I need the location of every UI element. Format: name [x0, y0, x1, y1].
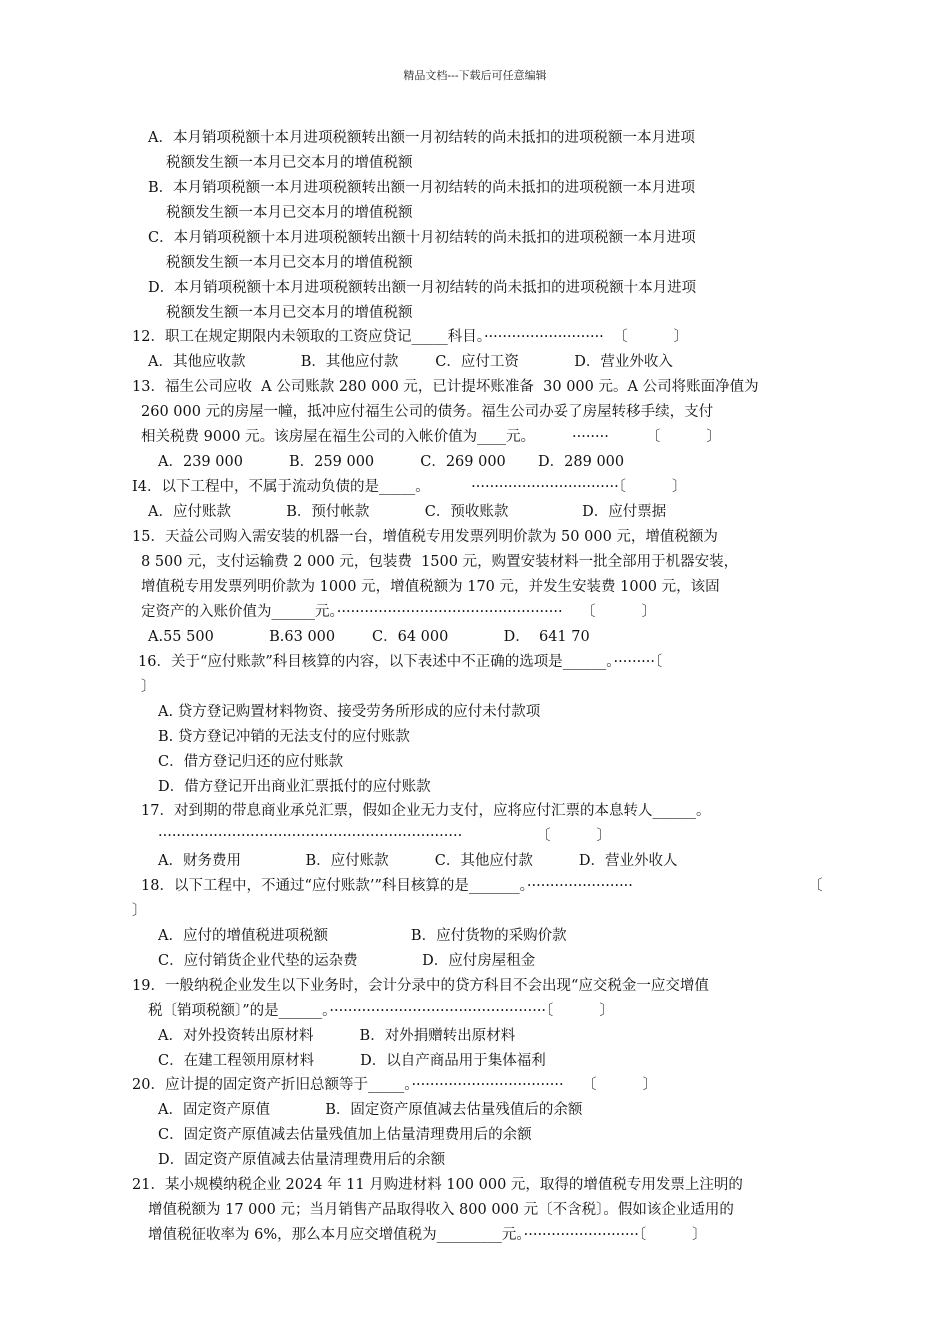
question-15-line-3: 增值税专用发票列明价款为 1000 元，增值税额为 170 元，并发生安装费 1000 元，该固 [141, 579, 720, 595]
question-15-line-2: 8 500 元，支付运输费 2 000 元，包装费 1500 元，购置安装材料一批全部用于机器安装， [141, 554, 739, 570]
question-12-options: A．其他应收款 B．其他应付款 C．应付工资 D．营业外收入 [148, 354, 673, 370]
question-13-line-1: 13．福生公司应收 A 公司账款 280 000 元，已计提坏账准备 30 000 元。A 公司将账面净值为 [132, 379, 759, 395]
question-20-option-d: D．固定资产原值减去估量清理费用后的余额 [158, 1152, 446, 1168]
question-16-bracket: 〕 [141, 679, 156, 695]
question-20-options-ab: A．固定资产原值 B．固定资产原值减去估量残值后的余额 [158, 1102, 583, 1118]
question-13-line-2: 260 000 元的房屋一幢，抵冲应付福生公司的债务。福生公司办妥了房屋转移手续，支付 [141, 404, 714, 420]
question-17-options: A．财务费用 B．应付账款 C．其他应付款 D．营业外收人 [158, 853, 678, 869]
question-16-option-a: A. 贷方登记购置材料物资、接受劳务所形成的应付未付款项 [158, 704, 541, 720]
question-21-line-1: 21．某小规模纳税企业 2024 年 11 月购进材料 100 000 元，取得的增值税专用发票上注明的 [132, 1177, 743, 1193]
question-18-options-ab: A．应付的增值税进项税额 B．应付货物的采购价款 [158, 928, 567, 944]
question-15-line-4: 定资产的入账价值为______元。················································· 〔 〕 [141, 604, 657, 620]
question-13-options: A．239 000 B．259 000 C．269 000 D．289 000 [158, 454, 625, 470]
question-18-bracket-open: 〔 [808, 878, 823, 894]
question-19-options-cd: C．在建工程领用原材料 D．以自产商品用于集体福利 [158, 1053, 546, 1069]
question-21-line-3: 增值税征收率为 6%，那么本月应交增值税为_________元。·························〔 〕 [148, 1227, 707, 1243]
question-13-line-3: 相关税费 9000 元。该房屋在福生公司的入帐价值为____元。 ········ 〔 〕 [141, 429, 721, 445]
page-header: 精品文档---下载后可任意编辑 [403, 69, 547, 82]
option-a-line-2: 税额发生额一本月已交本月的增值税额 [166, 155, 413, 171]
question-18: 18．以下工程中，不通过“应付账款’”科目核算的是_______。······················· [141, 878, 633, 894]
option-b-line-2: 税额发生额一本月已交本月的增值税额 [166, 205, 413, 221]
question-20-option-c: C．固定资产原值减去估量残值加上估量清理费用后的余额 [158, 1127, 532, 1143]
question-19-line-1: 19．一般纳税企业发生以下业务时，会计分录中的贷方科目不会出现“应交税金一应交增值 [132, 978, 709, 994]
question-16-option-d: D．借方登记开出商业汇票抵付的应付账款 [158, 779, 431, 795]
question-14-options: A．应付账款 B．预付帐款 C．预收账款 D．应付票据 [148, 504, 667, 520]
question-16-option-c: C．借方登记归还的应付账款 [158, 754, 344, 770]
option-d-line-2: 税额发生额一本月已交本月的增值税额 [166, 305, 413, 321]
question-19-line-2: 税〔销项税额〕”的是______。···············································〔 〕 [148, 1003, 614, 1019]
option-d-line-1: D．本月销项税额十本月进项税额转出额一月初结转的尚未抵扣的进项税额十本月进项 [148, 280, 697, 296]
option-a-line-1: A．本月销项税额十本月进项税额转出额一月初结转的尚未抵扣的进项税额一本月进项 [148, 130, 695, 146]
question-16: 16．关于“应付账款”科目核算的内容，以下表述中不正确的选项是______。·········〔 [138, 654, 663, 670]
question-12: 12．职工在规定期限内未领取的工资应贷记_____科目。·························· 〔 〕 [132, 329, 689, 345]
question-18-options-cd: C．应付销货企业代垫的运杂费 D．应付房屋租金 [158, 953, 536, 969]
question-15-line-1: 15．天益公司购入需安装的机器一台，增值税专用发票列明价款为 50 000 元，增值税额为 [132, 529, 718, 545]
question-18-bracket-close: 〕 [132, 903, 147, 919]
question-20: 20．应计提的固定资产折旧总额等于_____。································· 〔 〕 [132, 1077, 658, 1093]
question-14: I4．以下工程中，不属于流动负债的是_____。 ································〔 〕 [132, 479, 687, 495]
question-15-options: A.55 500 B.63 000 C．64 000 D． 641 70 [148, 629, 590, 645]
question-19-options-ab: A．对外投资转出原材料 B．对外捐赠转出原材料 [158, 1028, 516, 1044]
option-c-line-1: C．本月销项税额十本月进项税额转出额十月初结转的尚未抵扣的进项税额一本月进项 [148, 230, 696, 246]
option-b-line-1: B．本月销项税额一本月进项税额转出额一月初结转的尚未抵扣的进项税额一本月进项 [148, 180, 696, 196]
question-21-line-2: 增值税额为 17 000 元；当月销售产品取得收入 800 000 元〔不含税〕。假如该企业适用的 [148, 1202, 734, 1218]
question-16-option-b: B. 贷方登记冲销的无法支付的应付账款 [158, 729, 410, 745]
question-17: 17．对到期的带息商业承兑汇票，假如企业无力支付，应将应付汇票的本息转人______。 [141, 803, 711, 819]
question-17-leader: ·································································· 〔 〕 [158, 828, 612, 844]
option-c-line-2: 税额发生额一本月已交本月的增值税额 [166, 255, 413, 271]
